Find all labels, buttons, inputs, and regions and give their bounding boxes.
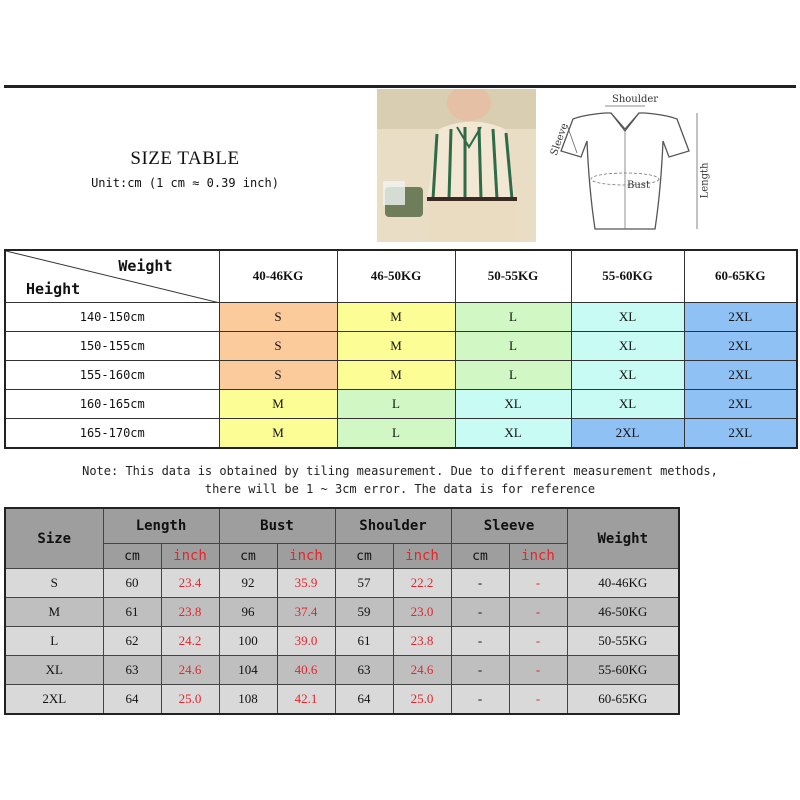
measurement-note bbox=[20, 462, 780, 498]
size-cell: 2XL bbox=[684, 360, 797, 389]
shoulder-inch-cell: 24.6 bbox=[393, 656, 451, 685]
size-cell: L bbox=[455, 360, 571, 389]
product-photo bbox=[377, 89, 536, 242]
weight-header: 55-60KG bbox=[571, 250, 684, 302]
shoulder-inch-cell: 22.2 bbox=[393, 569, 451, 598]
shoulder-inch-cell: 25.0 bbox=[393, 685, 451, 715]
unit-cm: cm bbox=[219, 544, 277, 569]
size-cell: 2XL bbox=[684, 389, 797, 418]
height-cell: 155-160cm bbox=[5, 360, 219, 389]
size-cell: L bbox=[337, 418, 455, 448]
table1-row bbox=[5, 360, 797, 389]
table1-header-row bbox=[5, 250, 797, 302]
length-label: Length bbox=[699, 162, 711, 199]
size-cell: 2XL bbox=[684, 302, 797, 331]
size-cell: XL bbox=[571, 302, 684, 331]
length-inch-cell: 24.6 bbox=[161, 656, 219, 685]
size-cell: XL bbox=[5, 656, 103, 685]
weight-header: 46-50KG bbox=[337, 250, 455, 302]
measurement-diagram bbox=[543, 89, 718, 242]
sleeve-cm-cell: - bbox=[451, 569, 509, 598]
table2-row bbox=[5, 656, 679, 685]
weight-cell: 50-55KG bbox=[567, 627, 679, 656]
shoulder-cm-cell: 61 bbox=[335, 627, 393, 656]
bust-header: Bust bbox=[219, 508, 335, 544]
length-cm-cell: 62 bbox=[103, 627, 161, 656]
bust-cm-cell: 92 bbox=[219, 569, 277, 598]
page-title: SIZE TABLE bbox=[130, 148, 240, 169]
shoulder-header: Shoulder bbox=[335, 508, 451, 544]
note-line: there will be 1 ~ 3cm error. The data is for reference bbox=[204, 482, 596, 496]
size-cell: L bbox=[337, 389, 455, 418]
bust-cm-cell: 100 bbox=[219, 627, 277, 656]
corner-height-label: Height bbox=[26, 279, 81, 298]
table1-row bbox=[5, 418, 797, 448]
table2-row bbox=[5, 569, 679, 598]
size-cell: L bbox=[455, 302, 571, 331]
weight-cell: 46-50KG bbox=[567, 598, 679, 627]
length-cm-cell: 60 bbox=[103, 569, 161, 598]
table1-row bbox=[5, 331, 797, 360]
note-line: Note: This data is obtained by tiling measurement. Due to different measurement methods, bbox=[82, 464, 718, 478]
size-cell: L bbox=[5, 627, 103, 656]
sleeve-cm-cell: - bbox=[451, 685, 509, 715]
shoulder-cm-cell: 64 bbox=[335, 685, 393, 715]
length-cm-cell: 63 bbox=[103, 656, 161, 685]
size-cell: 2XL bbox=[571, 418, 684, 448]
length-inch-cell: 25.0 bbox=[161, 685, 219, 715]
shoulder-cm-cell: 63 bbox=[335, 656, 393, 685]
size-cell: XL bbox=[571, 389, 684, 418]
size-cell: L bbox=[455, 331, 571, 360]
size-cell: S bbox=[219, 302, 337, 331]
unit-cm: cm bbox=[335, 544, 393, 569]
table2-row bbox=[5, 627, 679, 656]
sleeve-inch-cell: - bbox=[509, 598, 567, 627]
length-header: Length bbox=[103, 508, 219, 544]
shoulder-inch-cell: 23.0 bbox=[393, 598, 451, 627]
bust-inch-cell: 35.9 bbox=[277, 569, 335, 598]
weight-header: 50-55KG bbox=[455, 250, 571, 302]
sleeve-header: Sleeve bbox=[451, 508, 567, 544]
shoulder-cm-cell: 57 bbox=[335, 569, 393, 598]
unit-inch: inch bbox=[509, 544, 567, 569]
height-cell: 140-150cm bbox=[5, 302, 219, 331]
length-inch-cell: 23.4 bbox=[161, 569, 219, 598]
measurement-table bbox=[4, 507, 680, 715]
unit-inch: inch bbox=[393, 544, 451, 569]
sleeve-cm-cell: - bbox=[451, 627, 509, 656]
size-cell: XL bbox=[455, 389, 571, 418]
length-inch-cell: 24.2 bbox=[161, 627, 219, 656]
size-header: Size bbox=[5, 508, 103, 569]
size-cell: XL bbox=[571, 331, 684, 360]
bust-cm-cell: 96 bbox=[219, 598, 277, 627]
bust-inch-cell: 40.6 bbox=[277, 656, 335, 685]
weight-header: Weight bbox=[567, 508, 679, 569]
size-cell: 2XL bbox=[684, 331, 797, 360]
weight-header: 60-65KG bbox=[684, 250, 797, 302]
size-cell: M bbox=[219, 418, 337, 448]
size-cell: 2XL bbox=[684, 418, 797, 448]
length-cm-cell: 61 bbox=[103, 598, 161, 627]
size-cell: M bbox=[337, 331, 455, 360]
table1-corner-cell bbox=[5, 250, 219, 302]
size-cell: XL bbox=[455, 418, 571, 448]
size-cell: M bbox=[219, 389, 337, 418]
unit-cm: cm bbox=[103, 544, 161, 569]
weight-cell: 55-60KG bbox=[567, 656, 679, 685]
size-cell: M bbox=[337, 302, 455, 331]
sleeve-cm-cell: - bbox=[451, 598, 509, 627]
height-cell: 165-170cm bbox=[5, 418, 219, 448]
sleeve-inch-cell: - bbox=[509, 569, 567, 598]
sleeve-inch-cell: - bbox=[509, 656, 567, 685]
table1-row bbox=[5, 389, 797, 418]
unit-cm: cm bbox=[451, 544, 509, 569]
unit-note: Unit:cm (1 cm ≈ 0.39 inch) bbox=[91, 176, 279, 190]
length-inch-cell: 23.8 bbox=[161, 598, 219, 627]
table1-row bbox=[5, 302, 797, 331]
length-cm-cell: 64 bbox=[103, 685, 161, 715]
height-cell: 150-155cm bbox=[5, 331, 219, 360]
size-cell: XL bbox=[571, 360, 684, 389]
weight-header: 40-46KG bbox=[219, 250, 337, 302]
top-divider bbox=[4, 85, 796, 88]
table2-header-row bbox=[5, 508, 679, 544]
size-cell: M bbox=[5, 598, 103, 627]
size-cell: S bbox=[5, 569, 103, 598]
bust-cm-cell: 108 bbox=[219, 685, 277, 715]
title-block bbox=[40, 148, 330, 190]
sleeve-cm-cell: - bbox=[451, 656, 509, 685]
bust-cm-cell: 104 bbox=[219, 656, 277, 685]
weight-cell: 60-65KG bbox=[567, 685, 679, 715]
size-recommendation-table bbox=[4, 249, 798, 449]
unit-inch: inch bbox=[161, 544, 219, 569]
bust-inch-cell: 42.1 bbox=[277, 685, 335, 715]
size-cell: S bbox=[219, 331, 337, 360]
sleeve-inch-cell: - bbox=[509, 627, 567, 656]
table2-row bbox=[5, 598, 679, 627]
bust-inch-cell: 37.4 bbox=[277, 598, 335, 627]
table2-row bbox=[5, 685, 679, 715]
size-cell: M bbox=[337, 360, 455, 389]
corner-weight-label: Weight bbox=[118, 257, 173, 275]
shoulder-label: Shoulder bbox=[612, 94, 659, 105]
height-cell: 160-165cm bbox=[5, 389, 219, 418]
bust-inch-cell: 39.0 bbox=[277, 627, 335, 656]
size-cell: S bbox=[219, 360, 337, 389]
sleeve-inch-cell: - bbox=[509, 685, 567, 715]
shoulder-inch-cell: 23.8 bbox=[393, 627, 451, 656]
shoulder-cm-cell: 59 bbox=[335, 598, 393, 627]
unit-inch: inch bbox=[277, 544, 335, 569]
size-cell: 2XL bbox=[5, 685, 103, 715]
weight-cell: 40-46KG bbox=[567, 569, 679, 598]
sleeve-label: Sleeve bbox=[548, 121, 571, 158]
bust-label: Bust bbox=[627, 180, 650, 191]
